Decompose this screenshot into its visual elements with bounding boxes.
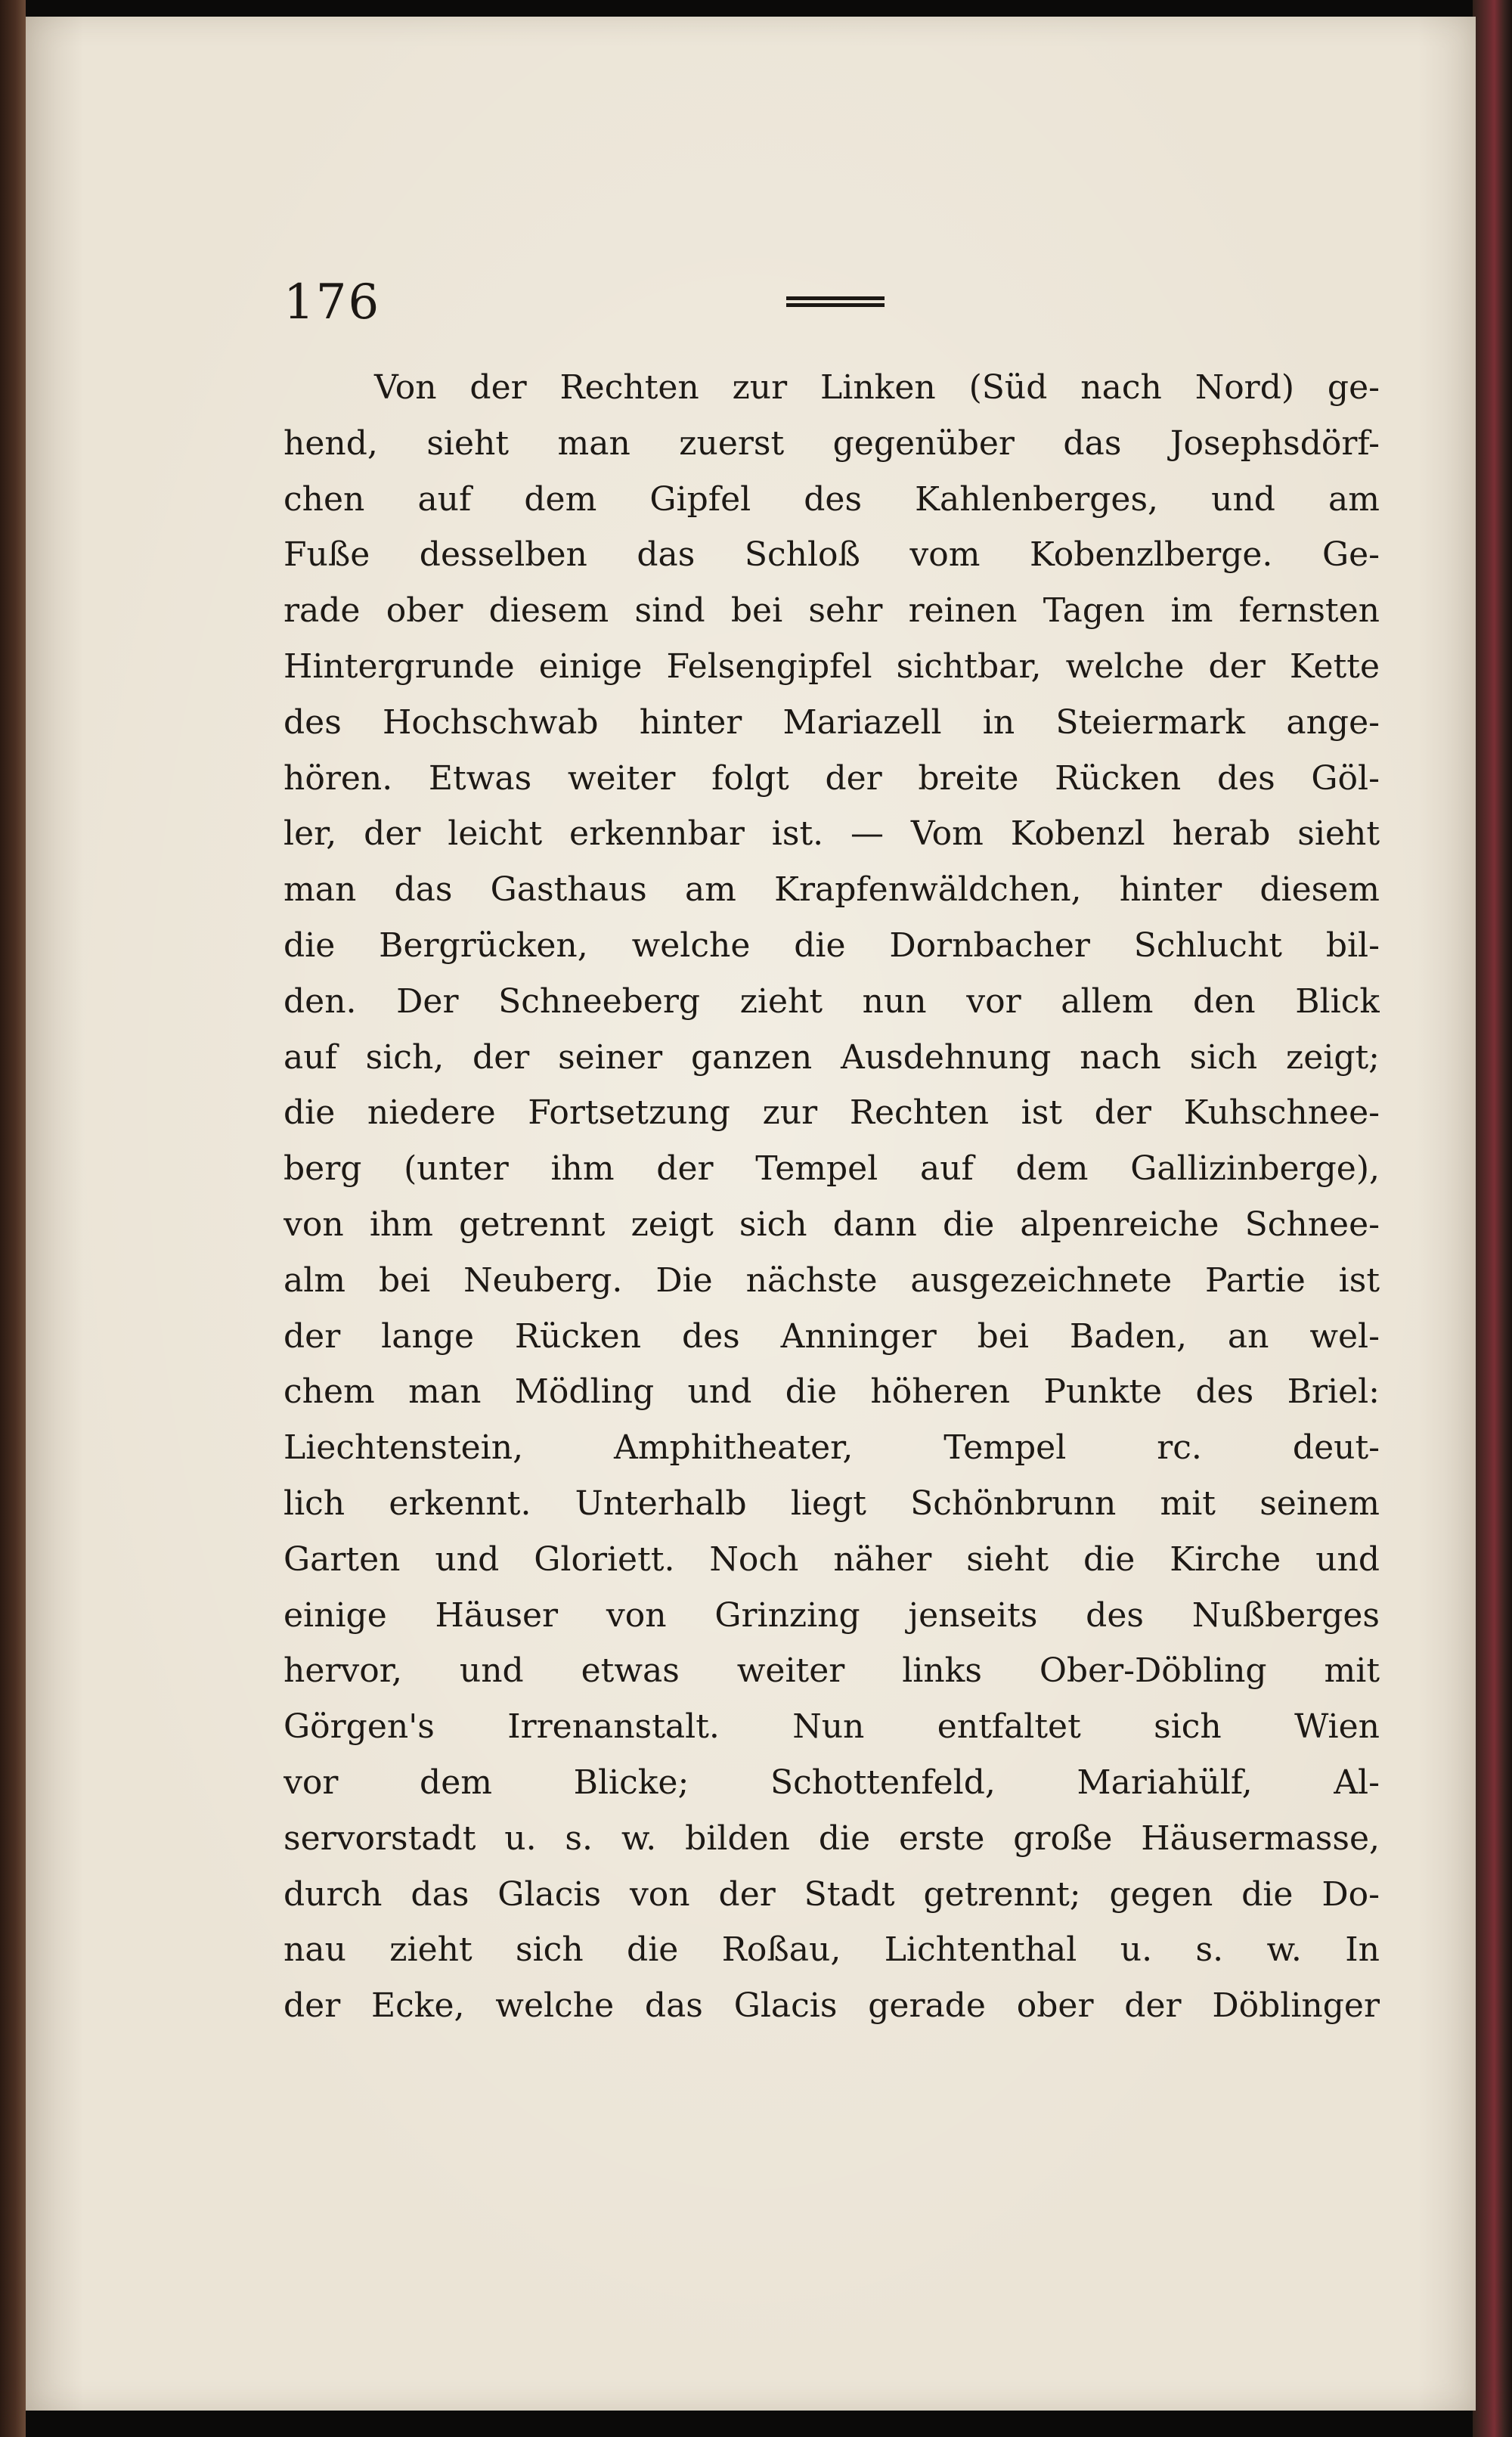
text-line: nau zieht sich die Roßau, Lichtenthal u. s. w. In: [284, 1930, 1380, 1970]
text-line: von ihm getrennt zeigt sich dann die alpenreiche Schnee-: [284, 1205, 1380, 1244]
text-line: hören. Etwas weiter folgt der breite Rücken des Göl-: [284, 758, 1380, 798]
book-cover-edge: [1473, 0, 1512, 2437]
text-line: rade ober diesem sind bei sehr reinen Tagen im fernsten: [284, 591, 1380, 631]
text-line: alm bei Neuberg. Die nächste ausgezeichnete Partie ist: [284, 1260, 1380, 1300]
text-line: Fuße desselben das Schloß vom Kobenzlberge. Ge-: [284, 535, 1380, 575]
text-line: Garten und Gloriett. Noch näher sieht die Kirche und: [284, 1539, 1380, 1579]
text-line: auf sich, der seiner ganzen Ausdehnung nach sich zeigt;: [284, 1037, 1380, 1077]
text-line: der Ecke, welche das Glacis gerade ober der Döblinger: [284, 1986, 1380, 2026]
text-line: berg (unter ihm der Tempel auf dem Gallizinberge),: [284, 1149, 1380, 1189]
text-line: ler, der leicht erkennbar ist. — Vom Kobenzl herab sieht: [284, 814, 1380, 854]
page-number: 176: [284, 274, 381, 330]
text-line: vor dem Blicke; Schottenfeld, Mariahülf, Al-: [284, 1763, 1380, 1802]
text-line: Liechtenstein, Amphitheater, Tempel rc. deut-: [284, 1428, 1380, 1468]
text-line: chem man Mödling und die höheren Punkte des Briel:: [284, 1372, 1380, 1412]
text-line: die niedere Fortsetzung zur Rechten ist der Kuhschnee-: [284, 1093, 1380, 1133]
text-line: servorstadt u. s. w. bilden die erste große Häusermasse,: [284, 1818, 1380, 1858]
text-line: den. Der Schneeberg zieht nun vor allem den Blick: [284, 981, 1380, 1021]
text-line: hervor, und etwas weiter links Ober-Döbling mit: [284, 1651, 1380, 1691]
text-line: Von der Rechten zur Linken (Süd nach Nord) ge-: [374, 368, 1380, 407]
text-line: lich erkennt. Unterhalb liegt Schönbrunn mit seinem: [284, 1484, 1380, 1523]
text-line: chen auf dem Gipfel des Kahlenberges, und am: [284, 479, 1380, 519]
text-line: Görgen's Irrenanstalt. Nun entfaltet sich Wien: [284, 1707, 1380, 1747]
text-line: einige Häuser von Grinzing jenseits des Nußberges: [284, 1595, 1380, 1635]
book-spine-edge: [0, 0, 26, 2437]
page-header: [284, 268, 1380, 336]
body-text: [284, 360, 1380, 2034]
text-line: die Bergrücken, welche die Dornbacher Schlucht bil-: [284, 926, 1380, 965]
text-line: durch das Glacis von der Stadt getrennt; gegen die Do-: [284, 1874, 1380, 1914]
text-line: man das Gasthaus am Krapfenwäldchen, hinter diesem: [284, 870, 1380, 910]
header-double-rule: [786, 295, 885, 309]
text-line: Hintergrunde einige Felsengipfel sichtbar, welche der Kette: [284, 646, 1380, 686]
text-line: des Hochschwab hinter Mariazell in Steiermark ange-: [284, 702, 1380, 742]
text-line: der lange Rücken des Anninger bei Baden, an wel-: [284, 1316, 1380, 1356]
text-line: hend, sieht man zuerst gegenüber das Josephsdörf-: [284, 423, 1380, 463]
